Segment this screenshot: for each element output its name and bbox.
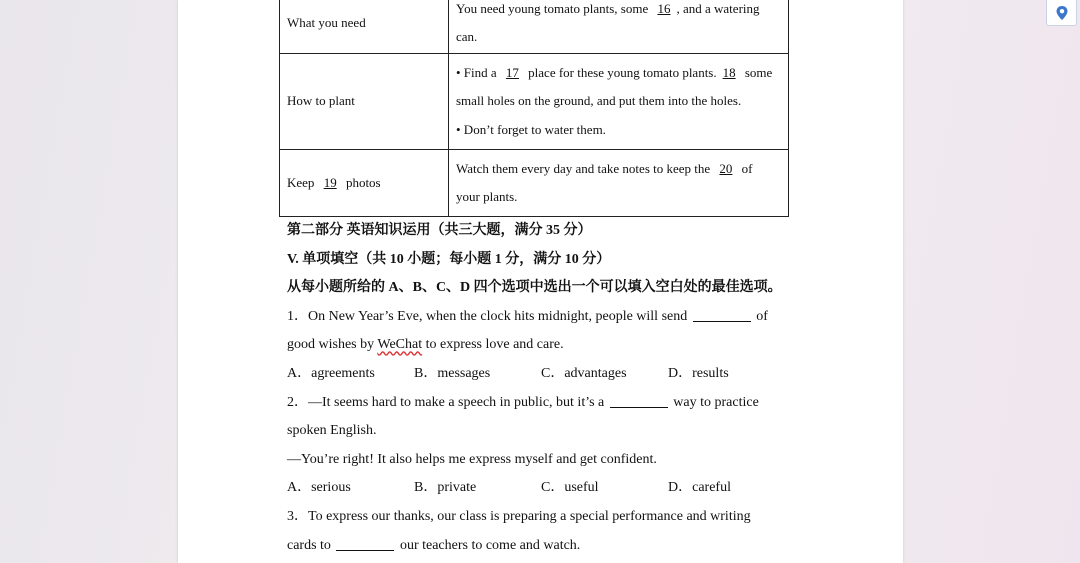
q1-line1: 1．On New Year’s Eve, when the clock hits midnight, people will send of — [287, 308, 768, 324]
blank-18: 18 — [722, 64, 736, 80]
option-b: B．private — [414, 480, 477, 496]
blank-16: 16 — [657, 0, 671, 16]
option-d: D．results — [668, 365, 729, 381]
answer-blank — [336, 536, 394, 551]
table-cell-content: Watch them every day and take notes to keep the 20 of your plants. — [449, 150, 789, 217]
table-cell-label: What you need — [280, 0, 449, 54]
answer-blank — [610, 393, 668, 408]
map-pin-icon — [1055, 5, 1069, 21]
part2-heading: 第二部分 英语知识运用（共三大题，满分 35 分） — [287, 223, 592, 238]
location-button[interactable] — [1046, 0, 1077, 26]
info-table — [279, 0, 789, 217]
table-row — [280, 150, 789, 217]
q3-line1: 3．To express our thanks, our class is preparing a special performance and writing — [287, 508, 751, 524]
table-cell-label: How to plant — [280, 54, 449, 150]
table-cell-content: You need young tomato plants, some 16 , and a watering can. — [449, 0, 789, 54]
q1-line2: good wishes by WeChat to express love and care. — [287, 337, 564, 353]
blank-19: 19 — [323, 174, 337, 190]
option-d: D．careful — [668, 480, 731, 496]
blank-17: 17 — [505, 64, 519, 80]
instruction: 从每小题所给的 A、B、C、D 四个选项中选出一个可以填入空白处的最佳选项。 — [287, 280, 782, 296]
q2-line2: spoken English. — [287, 423, 377, 439]
table-row — [280, 54, 789, 150]
option-b: B．messages — [414, 365, 491, 381]
q2-options — [287, 474, 807, 503]
spellcheck-word: WeChat — [377, 337, 423, 353]
q2-line3: —You’re right! It also helps me express myself and get confident. — [287, 451, 657, 467]
q1-options — [287, 360, 807, 389]
blank-20: 20 — [719, 160, 733, 176]
option-a: A．agreements — [287, 365, 375, 381]
table-row — [280, 0, 789, 54]
answer-blank — [693, 307, 751, 322]
table-cell-content: • Find a 17 place for these young tomato plants. 18 some small holes on the ground, and put them into the holes. • Don’t forget to water them. — [449, 54, 789, 150]
option-a: A．serious — [287, 480, 351, 496]
exam-content — [287, 217, 807, 560]
table-cell-label: Keep 19 photos — [280, 150, 449, 217]
option-c: C．advantages — [541, 365, 627, 381]
section5-heading: V. 单项填空（共 10 小题；每小题 1 分，满分 10 分） — [287, 251, 611, 267]
q3-line2: cards to our teachers to come and watch. — [287, 537, 581, 553]
q2-line1: 2．—It seems hard to make a speech in public, but it’s a way to practice — [287, 394, 759, 410]
option-c: C．useful — [541, 480, 599, 496]
document-page — [178, 0, 903, 563]
